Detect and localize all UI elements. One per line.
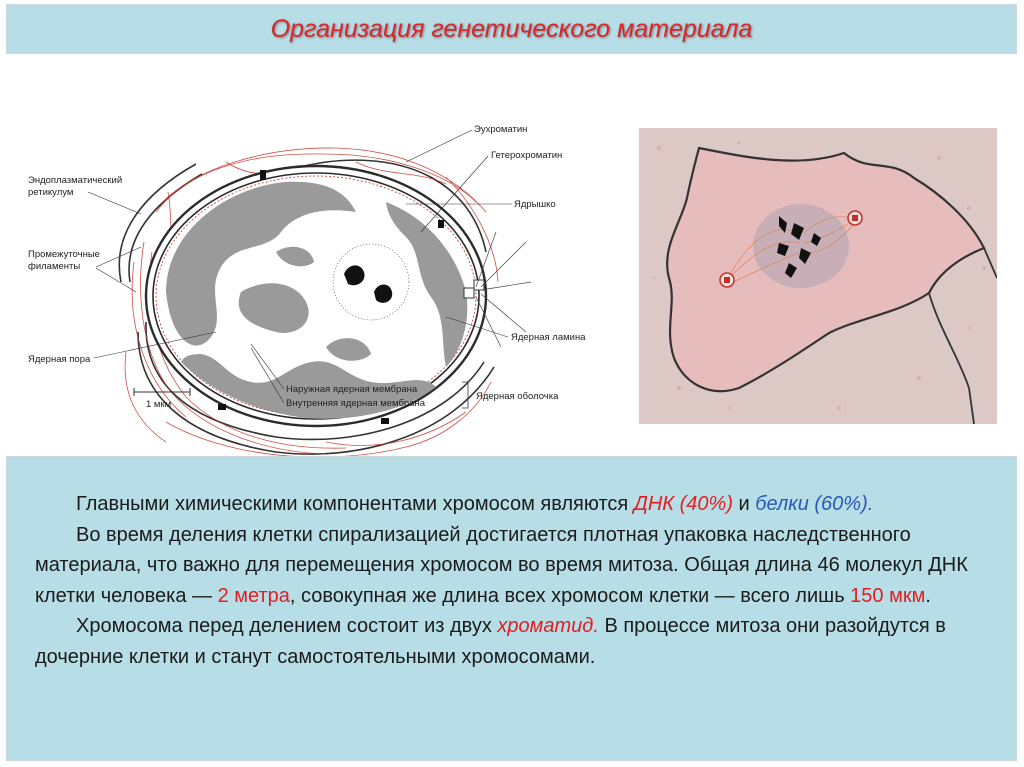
chromatid-term: хроматид. (497, 615, 599, 637)
label-nucleolus: Ядрышко (514, 199, 556, 210)
nucleus-diagram (26, 92, 626, 482)
slide-title: Организация генетического материала (270, 15, 753, 43)
protein-percentage: белки (60%). (755, 493, 874, 515)
label-inner-membrane: Внутренняя ядерная мембрана (286, 398, 426, 409)
label-er-line2: ретикулум (28, 187, 74, 198)
dna-percentage: ДНК (40%) (633, 493, 733, 515)
chromosome-length: 150 мкм (850, 584, 926, 607)
paragraph-packing (35, 520, 995, 612)
p2-text-c: . (925, 584, 931, 607)
label-outer-membrane: Наружная ядерная мембрана (286, 384, 418, 395)
label-euchromatin: Эухроматин (474, 124, 528, 135)
spindle-zone (753, 204, 849, 288)
label-heterochromatin: Гетерохроматин (491, 150, 563, 161)
p1-text-a: Главными химическими компонентами хромосом являются (76, 493, 634, 515)
paragraph-chromatids (35, 611, 995, 672)
cell-micrograph (639, 128, 997, 424)
label-er-line1: Эндоплазматический (28, 175, 123, 186)
text-panel (6, 456, 1017, 761)
label-pore: Ядерная пора (28, 354, 91, 365)
label-filaments-line1: Промежуточные (28, 249, 100, 260)
label-envelope: Ядерная оболочка (476, 391, 559, 402)
text-body (35, 489, 995, 672)
title-bar (6, 4, 1017, 54)
p3-text-a: Хромосома перед делением состоит из двух (76, 615, 498, 637)
centrosome-left (720, 273, 734, 287)
paragraph-components (35, 489, 995, 520)
p1-text-b: и (732, 493, 756, 515)
p3-text-b: В процессе митоза они разойдутся в дочерние клетки и станут самостоятельными хромосомами. (35, 615, 946, 668)
label-lamina: Ядерная ламина (511, 332, 586, 343)
dna-length: 2 метра (217, 584, 290, 607)
label-scale: 1 мкм (146, 399, 172, 410)
nucleolus (333, 244, 409, 320)
p2-text-b: , совокупная же длина всех хромосом клетки — всего лишь (289, 584, 851, 607)
centrosome-right (848, 211, 862, 225)
figures-area (6, 56, 1017, 452)
centrosome-rays (476, 232, 531, 347)
label-filaments-line2: филаменты (28, 261, 81, 272)
p2-text-a: Во время деления клетки спирализацией достигается плотная упаковка наследственного материала, что важно для перемещения хромосом во время митоза. Общая длина 46 молекул ДНК клетки человека — (35, 523, 968, 607)
